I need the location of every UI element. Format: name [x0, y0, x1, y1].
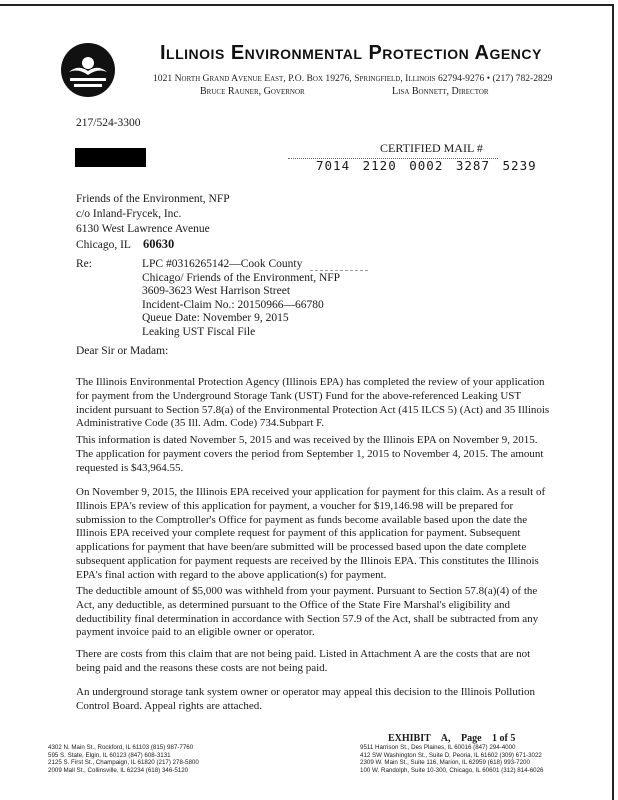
- page-border-top: [0, 4, 612, 6]
- body-paragraph: The Illinois Environmental Protection Agency (Illinois EPA) has completed the review of your application for payment from the Underground Storage Tank (UST) Fund for the above-referenced Leaking UST incident pursuant to Section 57.8(a) of the Environmental Protection Act (415 ILCS 5) (Act) and 35 Illinois Administrative Code (35 Ill. Adm. Code) 734.Subpart F.: [76, 376, 550, 430]
- re-line: Chicago/ Friends of the Environment, NFP: [142, 271, 341, 284]
- certified-mail-number: 7014 2120 0002 3287 5239: [316, 158, 537, 173]
- footer-offices-left: [48, 744, 199, 774]
- office-address: 4302 N. Main St., Rockford, IL 61103 (815) 987-7760: [48, 744, 194, 751]
- recipient-address: [76, 192, 230, 253]
- office-address: 412 SW Washington St., Suite D, Peoria, IL 61602 (309) 671-3022: [360, 751, 542, 759]
- recipient-city-state: Chicago, IL: [76, 239, 131, 251]
- re-line: LPC #0316265142—Cook County: [142, 258, 303, 270]
- agency-address: 1021 North Grand Avenue East, P.O. Box 19276, Springfield, Illinois 62794-9276 • (217) 782-2829: [153, 73, 553, 84]
- office-address: 100 W. Randolph, Suite 10-300, Chicago, IL 60601 (312) 814-6026: [360, 766, 544, 774]
- salutation: Dear Sir or Madam:: [76, 345, 169, 357]
- governor-name: Bruce Rauner, Governor: [200, 86, 305, 97]
- body-paragraph: An underground storage tank system owner or operator may appeal this decision to the Illinois Pollution Control Board. Appeal rights are attached.: [76, 686, 535, 712]
- body-paragraph: The deductible amount of $5,000 was withheld from your payment. Pursuant to Section 57.8(a)(4) of the Act, any deductible, as determined pursuant to the Office of the State Fire Marshal's eligibility and deductibility final determination in accordance with Section 57.9 of the Act, shall be subtracted from any payment invoice paid to an eligible owner or operator.: [76, 585, 539, 639]
- recipient-line: c/o Inland-Frycek, Inc.: [76, 208, 182, 220]
- body-paragraph: There are costs from this claim that are not being paid. Listed in Attachment A are the costs that are not being paid and the reasons these costs are not being paid.: [76, 648, 531, 674]
- recipient-city-line: [76, 237, 230, 253]
- phone-number: 217/524-3300: [76, 117, 141, 129]
- recipient-zip: 60630: [142, 237, 175, 251]
- re-line: 3609-3623 West Harrison Street: [142, 285, 291, 297]
- re-line: Leaking UST Fiscal File: [142, 325, 256, 338]
- scan-dash-mark: [310, 270, 368, 271]
- exhibit-page-of: 1 of 5: [492, 733, 516, 744]
- director-name: Lisa Bonnett, Director: [392, 86, 489, 97]
- illinois-epa-logo-icon: [60, 42, 116, 98]
- office-address: 2309 W. Main St., Suite 116, Marion, IL 62959 (618) 993-7200: [360, 759, 530, 767]
- footer-offices-right: [360, 744, 543, 774]
- certified-mail-label: CERTIFIED MAIL #: [380, 141, 483, 155]
- agency-name: Illinois Environmental Protection Agency: [160, 42, 542, 64]
- re-line: Queue Date: November 9, 2015: [142, 312, 289, 324]
- body-paragraph: On November 9, 2015, the Illinois EPA received your application for payment for this claim. As a result of Illinois EPA's review of this application for payment, a voucher for $19,146.98 will be prepared for submission to the Comptroller's Office for payment as funds become available based upon the date the Illinois EPA received your complete request for payment of this application for payment. Subsequent applications for payment that have been/are submitted will be processed based upon the date complete subsequent application for payment requests are received by the Illinois EPA. This constitutes the Illinois EPA's final action with regard to the above application(s) for payment.: [76, 486, 546, 581]
- exhibit-stamp: [388, 733, 523, 744]
- office-address: 2009 Mall St., Collinsville, IL 62234 (618) 346-5120: [48, 766, 189, 774]
- office-address: 9511 Harrison St., Des Plaines, IL 60016 (847) 294-4000: [360, 744, 516, 751]
- re-label: Re:: [76, 258, 92, 270]
- office-address: 595 S. State, Elgin, IL 60123 (847) 608-3131: [48, 751, 171, 759]
- body-paragraph: This information is dated November 5, 2015 and was received by the Illinois EPA on November 9, 2015. The application for payment covers the period from September 1, 2015 to November 4, 2015. The amount requested is $43,964.55.: [76, 434, 544, 474]
- recipient-line: Friends of the Environment, NFP: [76, 193, 230, 205]
- page-border-right: [612, 4, 614, 800]
- recipient-line: 6130 West Lawrence Avenue: [76, 223, 210, 235]
- exhibit-letter: A,: [440, 733, 451, 744]
- office-address: 2125 S. First St., Champaign, IL 61820 (217) 278-5800: [48, 759, 199, 767]
- exhibit-label: EXHIBIT: [388, 733, 431, 744]
- redaction-block: [75, 148, 146, 167]
- re-line: Incident-Claim No.: 20150966—66780: [142, 298, 324, 311]
- exhibit-page-label: Page: [460, 733, 482, 744]
